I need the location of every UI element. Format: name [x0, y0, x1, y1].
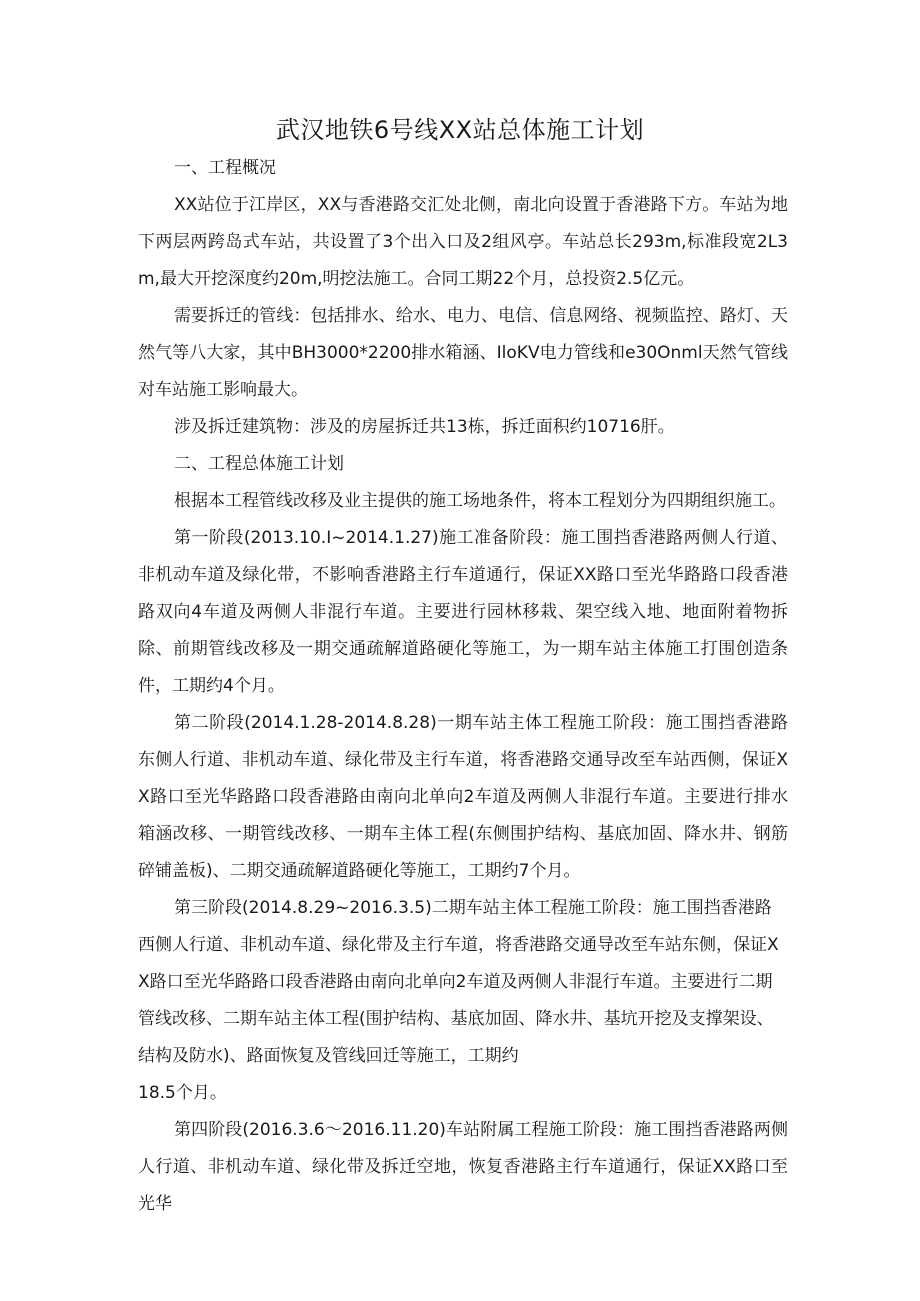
paragraph-phase-2: 第二阶段(2014.1.28-2014.8.28)一期车站主体工程施工阶段：施工围挡香港路东侧人行道、非机动车道、绿化带及主行车道，将香港路交通导改至车站西侧，保证XX路口至光华路路口段香港路由南向北单向2车道及两侧人非混行车道。主要进行排水箱涵改移、一期管线改移、一期车主体工程(东侧围护结构、基底加固、降水井、钢筋碎铺盖板)、二期交通疏解道路硬化等施工，工期约7个月。: [138, 713, 788, 881]
section-heading-overview: 一、工程概况: [174, 158, 276, 178]
paragraph-phase-4: 第四阶段(2016.3.6～2016.11.20)车站附属工程施工阶段：施工围挡香港路两侧人行道、非机动车道、绿化带及拆迁空地，恢复香港路主行车道通行，保证XX路口至光华: [138, 1120, 788, 1214]
section-heading-plan: 二、工程总体施工计划: [174, 454, 344, 474]
paragraph-pipeline-relocation: 需要拆迁的管线：包括排水、给水、电力、电信、信息网络、视频监控、路灯、天然气等八大家，其中BH3000*2200排水箱涵、IloKV电力管线和e30Onml天然气管线对车站施工影响最大。: [138, 306, 788, 400]
paragraph-phase-3-continued: 18.5个月。: [138, 1083, 227, 1103]
document-title: 武汉地铁6号线XX站总体施工计划: [275, 116, 645, 144]
paragraph-station-overview: XX站位于江岸区，XX与香港路交汇处北侧，南北向设置于香港路下方。车站为地下两层两跨岛式车站，共设置了3个出入口及2组风亭。车站总长293m,标准段宽2L3m,最大开挖深度约20m,明挖法施工。合同工期22个月，总投资2.5亿元。: [138, 195, 788, 289]
paragraph-phase-3: 第三阶段(2014.8.29~2016.3.5)二期车站主体工程施工阶段：施工围挡香港路西侧人行道、非机动车道、绿化带及主行车道，将香港路交通导改至车站东侧，保证XX路口至光华路路口段香港路由南向北单向2车道及两侧人非混行车道。主要进行二期管线改移、二期车站主体工程(围护结构、基底加固、降水井、基坑开挖及支撑架设、结构及防水)、路面恢复及管线回迁等施工，工期约: [138, 898, 779, 1066]
document-body: [138, 150, 788, 1223]
paragraph-building-demolition: 涉及拆迁建筑物：涉及的房屋拆迁共13栋，拆迁面积约10716肝。: [174, 417, 675, 437]
paragraph-plan-intro: 根据本工程管线改移及业主提供的施工场地条件，将本工程划分为四期组织施工。: [174, 491, 786, 511]
paragraph-phase-1: 第一阶段(2013.10.I~2014.1.27)施工准备阶段：施工围挡香港路两侧人行道、非机动车道及绿化带，不影响香港路主行车道通行，保证XX路口至光华路路口段香港路双向4车道及两侧人非混行车道。主要进行园林移栽、架空线入地、地面附着物拆除、前期管线改移及一期交通疏解道路硬化等施工，为一期车站主体施工打围创造条件，工期约4个月。: [138, 528, 788, 696]
